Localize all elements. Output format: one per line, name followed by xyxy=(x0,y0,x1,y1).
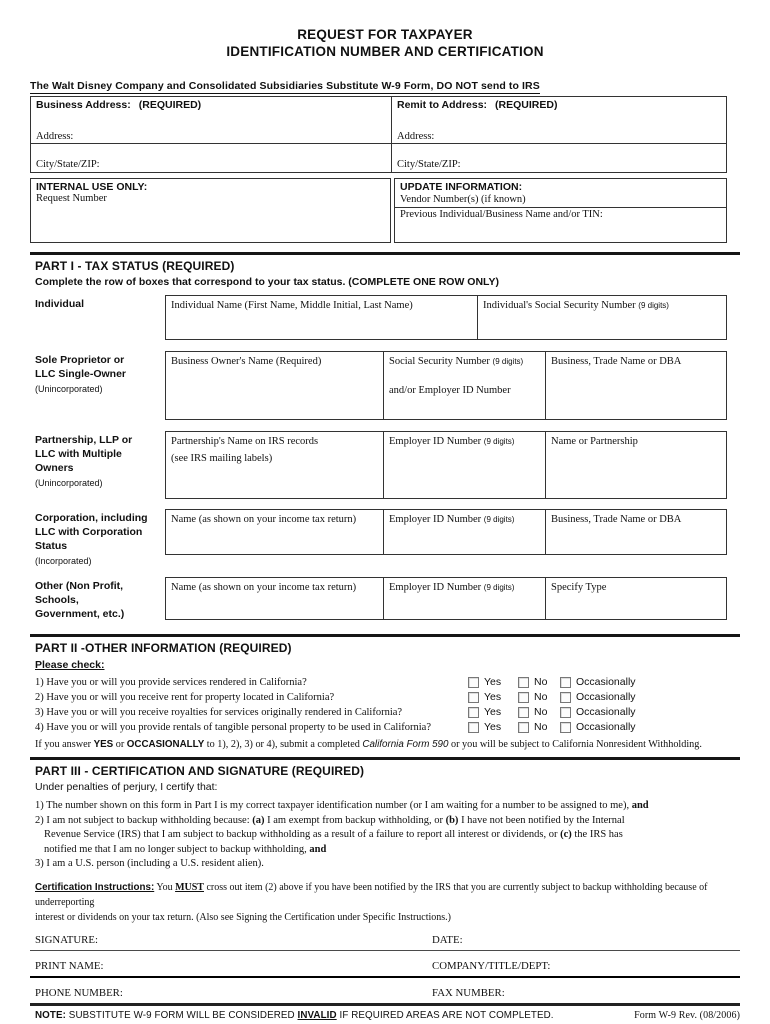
signature-row[interactable] xyxy=(30,932,740,951)
previous-name-field[interactable]: Previous Individual/Business Name and/or TIN: xyxy=(400,209,603,220)
label-no: No xyxy=(534,691,548,703)
checkbox-q2-yes[interactable] xyxy=(468,691,518,703)
checkbox-q4-occasionally[interactable] xyxy=(560,721,645,733)
cert-item-2-line1: 2) I am not subject to backup withholding because: (a) I am exempt from backup withholding, or (b) I have not been notified by the Internal xyxy=(35,814,625,826)
corporation-label1: Corporation, including xyxy=(35,512,148,524)
checkbox-icon xyxy=(468,722,479,733)
label-yes: Yes xyxy=(484,706,502,718)
certification-instructions-line2: interest or dividends on your tax return. (Also see Signing the Certification under Specific Instructions.) xyxy=(35,911,452,923)
checkbox-q3-yes[interactable] xyxy=(468,706,518,718)
other-label1: Other (Non Profit, Schools, xyxy=(35,580,124,606)
other-ein-header: Employer ID Number xyxy=(389,582,482,593)
cert-item-2-line2: Revenue Service (IRS) that I am subject to backup withholding as a result of a failure to report all interest or dividends, or (c) the IRS has xyxy=(44,829,623,840)
label-no: No xyxy=(534,706,548,718)
form-subtitle: The Walt Disney Company and Consolidated Subsidiaries Substitute W-9 Form, DO NOT send to IRS xyxy=(30,80,540,92)
checkbox-icon xyxy=(468,692,479,703)
part1-header: PART I - TAX STATUS (REQUIRED) xyxy=(35,259,235,273)
sole-ssn-header: Social Security Number xyxy=(389,356,490,367)
remit-address-box[interactable] xyxy=(392,97,726,144)
partnership-name-cell[interactable] xyxy=(166,432,384,498)
tax-status-row-corporation xyxy=(30,509,740,568)
question-2: 2) Have you or will you receive rent for property located in California? xyxy=(35,691,335,703)
digits-note: (9 digits) xyxy=(483,583,515,592)
other-label2: Government, etc.) xyxy=(35,608,125,620)
corporation-dba-header: Business, Trade Name or DBA xyxy=(551,514,682,525)
digits-note: (9 digits) xyxy=(483,515,515,524)
question-1: 1) Have you or will you provide services rendered in California? xyxy=(35,676,307,688)
label-yes: Yes xyxy=(484,691,502,703)
checkbox-q1-no[interactable] xyxy=(518,676,560,688)
checkbox-icon xyxy=(468,677,479,688)
row-sole-proprietor-cells xyxy=(165,351,727,420)
checkbox-q4-no[interactable] xyxy=(518,721,560,733)
part3-header: PART III - CERTIFICATION AND SIGNATURE (REQUIRED) xyxy=(35,764,365,778)
checkbox-icon xyxy=(560,692,571,703)
partnership-sublabel: (Unincorporated) xyxy=(35,478,103,488)
checkbox-icon xyxy=(560,722,571,733)
digits-note: (9 digits) xyxy=(492,357,524,366)
fax-number-label: FAX NUMBER: xyxy=(432,986,505,999)
row-label-sole-proprietor xyxy=(30,351,165,420)
digits-note: (9 digits) xyxy=(483,437,515,446)
part1-instruction: Complete the row of boxes that correspond to your tax status. (COMPLETE ONE ROW ONLY) xyxy=(35,276,499,288)
business-city-box[interactable] xyxy=(31,144,391,172)
business-address-box[interactable] xyxy=(31,97,391,144)
subtitle-wrap xyxy=(30,76,740,94)
part2-divider xyxy=(30,634,740,637)
tax-status-row-other xyxy=(30,577,740,621)
checkbox-q3-occasionally[interactable] xyxy=(560,706,645,718)
tax-status-row-sole-proprietor xyxy=(30,351,740,420)
form-title-line1: REQUEST FOR TAXPAYER xyxy=(297,27,473,42)
remit-address-column xyxy=(392,97,726,172)
business-address-required: (REQUIRED) xyxy=(138,99,202,111)
remit-address-label: Remit to Address: xyxy=(397,99,488,111)
other-name-cell[interactable] xyxy=(166,578,384,619)
individual-name-cell[interactable] xyxy=(166,296,478,339)
address-table xyxy=(30,96,727,173)
print-name-row[interactable] xyxy=(30,958,740,978)
partnership-dba-cell[interactable] xyxy=(546,432,726,498)
checkbox-q4-yes[interactable] xyxy=(468,721,518,733)
signature-section xyxy=(30,932,740,1006)
phone-number-label: PHONE NUMBER: xyxy=(35,986,123,999)
business-address-field-label: Address: xyxy=(36,131,74,142)
checkbox-q3-no[interactable] xyxy=(518,706,560,718)
sole-proprietor-label2: LLC Single-Owner xyxy=(35,368,127,380)
checkbox-icon xyxy=(518,722,529,733)
row-label-individual-text: Individual xyxy=(35,298,85,310)
sole-ein-header: and/or Employer ID Number xyxy=(389,385,511,396)
partnership-ein-cell[interactable] xyxy=(384,432,546,498)
question-3: 3) Have you or will you receive royalties for services originally rendered in California? xyxy=(35,706,403,718)
corporation-ein-cell[interactable] xyxy=(384,510,546,554)
form-title xyxy=(30,26,740,60)
question-row-4 xyxy=(30,721,740,733)
request-number-label: Request Number xyxy=(36,193,107,204)
internal-update-row xyxy=(30,178,740,243)
date-label: DATE: xyxy=(432,933,463,946)
part3-intro: Under penalties of perjury, I certify that: xyxy=(35,781,218,793)
row-label-partnership xyxy=(30,431,165,499)
checkbox-icon xyxy=(560,677,571,688)
print-name-label: PRINT NAME: xyxy=(35,959,104,972)
partnership-ein-header: Employer ID Number xyxy=(389,436,482,447)
remit-city-box[interactable] xyxy=(392,144,726,172)
tax-status-row-partnership xyxy=(30,431,740,499)
cert-item-3: 3) I am a U.S. person (including a U.S. resident alien). xyxy=(35,858,264,869)
internal-use-box[interactable] xyxy=(30,178,391,243)
remit-address-required: (REQUIRED) xyxy=(495,99,558,111)
question-1-checks xyxy=(468,676,645,688)
corporation-label2: LLC with Corporation Status xyxy=(35,526,143,552)
part3-divider xyxy=(30,757,740,760)
remit-address-field-label: Address: xyxy=(397,131,435,142)
corporation-name-cell[interactable] xyxy=(166,510,384,554)
question-row-1 xyxy=(30,676,740,688)
business-city-label: City/State/ZIP: xyxy=(36,159,100,170)
part2-header: PART II -OTHER INFORMATION (REQUIRED) xyxy=(35,641,292,655)
business-address-label: Business Address: xyxy=(36,99,131,111)
checkbox-q2-no[interactable] xyxy=(518,691,560,703)
corporation-dba-cell[interactable] xyxy=(546,510,726,554)
partnership-name-header: Partnership's Name on IRS records xyxy=(171,436,319,447)
certification-items xyxy=(30,799,740,872)
certification-instructions xyxy=(30,880,740,925)
row-corporation-cells xyxy=(165,509,727,555)
remit-address-header xyxy=(397,99,721,111)
partnership-name-note: (see IRS mailing labels) xyxy=(171,453,273,464)
individual-ssn-cell[interactable] xyxy=(478,296,726,339)
owner-name-header: Business Owner's Name (Required) xyxy=(171,356,322,367)
sole-proprietor-label1: Sole Proprietor or xyxy=(35,354,125,366)
footer-note: NOTE: SUBSTITUTE W-9 FORM WILL BE CONSIDERED INVALID IF REQUIRED AREAS ARE NOT COMPLETED. xyxy=(35,1009,554,1021)
row-label-other xyxy=(30,577,165,621)
partnership-dba-header: Name or Partnership xyxy=(551,436,638,447)
label-occasionally: Occasionally xyxy=(576,691,636,703)
question-row-2 xyxy=(30,691,740,703)
corporation-ein-header: Employer ID Number xyxy=(389,514,482,525)
phone-number-row[interactable] xyxy=(30,985,740,1006)
individual-ssn-header: Individual's Social Security Number xyxy=(483,300,636,311)
update-info-box xyxy=(394,178,727,243)
please-check-label: Please check: xyxy=(35,659,105,671)
corporation-sublabel: (Incorporated) xyxy=(35,556,92,566)
footer-note-row xyxy=(30,1010,740,1021)
row-partnership-cells xyxy=(165,431,727,499)
part2-footer: If you answer YES or OCCASIONALLY to 1), 2), 3) or 4), submit a completed California Form 590 or you will be subject to California Nonresident Withholding. xyxy=(35,739,702,750)
checkbox-icon xyxy=(518,692,529,703)
checkbox-icon xyxy=(560,707,571,718)
other-specify-header: Specify Type xyxy=(551,582,607,593)
vendor-number-field[interactable]: Vendor Number(s) (if known) xyxy=(395,193,726,208)
checkbox-q1-occasionally[interactable] xyxy=(560,676,645,688)
label-yes: Yes xyxy=(484,676,502,688)
sole-ssn-cell[interactable] xyxy=(384,352,546,419)
update-info-header: UPDATE INFORMATION: xyxy=(400,181,523,193)
label-occasionally: Occasionally xyxy=(576,676,636,688)
cert-item-1: 1) The number shown on this form in Part I is my correct taxpayer identification number (or I am waiting for a number to be assigned to me), and xyxy=(35,800,649,811)
internal-use-header: INTERNAL USE ONLY: xyxy=(36,181,148,193)
label-occasionally: Occasionally xyxy=(576,721,636,733)
corporation-name-header: Name (as shown on your income tax return) xyxy=(171,514,357,525)
certification-instructions-line1: Certification Instructions: You MUST cross out item (2) above if you have been notified by the IRS that you are currently subject to backup withholding because of underreporting xyxy=(35,881,708,908)
part1-divider xyxy=(30,252,740,255)
owner-name-cell[interactable] xyxy=(166,352,384,419)
partnership-label1: Partnership, LLP or xyxy=(35,434,133,446)
sole-dba-header: Business, Trade Name or DBA xyxy=(551,356,682,367)
partnership-label2: LLC with Multiple Owners xyxy=(35,448,122,474)
other-specify-cell[interactable] xyxy=(546,578,726,619)
cert-item-2-line3: notified me that I am no longer subject to backup withholding, and xyxy=(44,843,327,855)
label-no: No xyxy=(534,721,548,733)
label-occasionally: Occasionally xyxy=(576,706,636,718)
checkbox-icon xyxy=(468,707,479,718)
other-name-header: Name (as shown on your income tax return) xyxy=(171,582,357,593)
question-row-3 xyxy=(30,706,740,718)
business-address-column xyxy=(31,97,392,172)
digits-note: (9 digits) xyxy=(638,301,669,310)
individual-name-header: Individual Name (First Name, Middle Initial, Last Name) xyxy=(171,300,413,311)
checkbox-q2-occasionally[interactable] xyxy=(560,691,645,703)
company-title-dept-label: COMPANY/TITLE/DEPT: xyxy=(432,959,551,972)
checkbox-icon xyxy=(518,677,529,688)
question-4: 4) Have you or will you provide rentals of tangible personal property to be used in California? xyxy=(35,721,431,733)
question-4-checks xyxy=(468,721,645,733)
other-ein-cell[interactable] xyxy=(384,578,546,619)
question-3-checks xyxy=(468,706,645,718)
form-title-line2: IDENTIFICATION NUMBER AND CERTIFICATION xyxy=(226,44,544,59)
label-no: No xyxy=(534,676,548,688)
sole-dba-cell[interactable] xyxy=(546,352,726,419)
row-label-individual xyxy=(30,295,165,340)
sole-proprietor-sublabel: (Unincorporated) xyxy=(35,384,103,394)
form-revision: Form W-9 Rev. (08/2006) xyxy=(634,1009,740,1021)
row-label-corporation xyxy=(30,509,165,568)
checkbox-q1-yes[interactable] xyxy=(468,676,518,688)
business-address-header xyxy=(36,99,386,111)
checkbox-icon xyxy=(518,707,529,718)
row-other-cells xyxy=(165,577,727,620)
remit-city-label: City/State/ZIP: xyxy=(397,159,461,170)
tax-status-row-individual xyxy=(30,295,740,340)
signature-label: SIGNATURE: xyxy=(35,933,98,946)
row-individual-cells xyxy=(165,295,727,340)
question-2-checks xyxy=(468,691,645,703)
label-yes: Yes xyxy=(484,721,502,733)
